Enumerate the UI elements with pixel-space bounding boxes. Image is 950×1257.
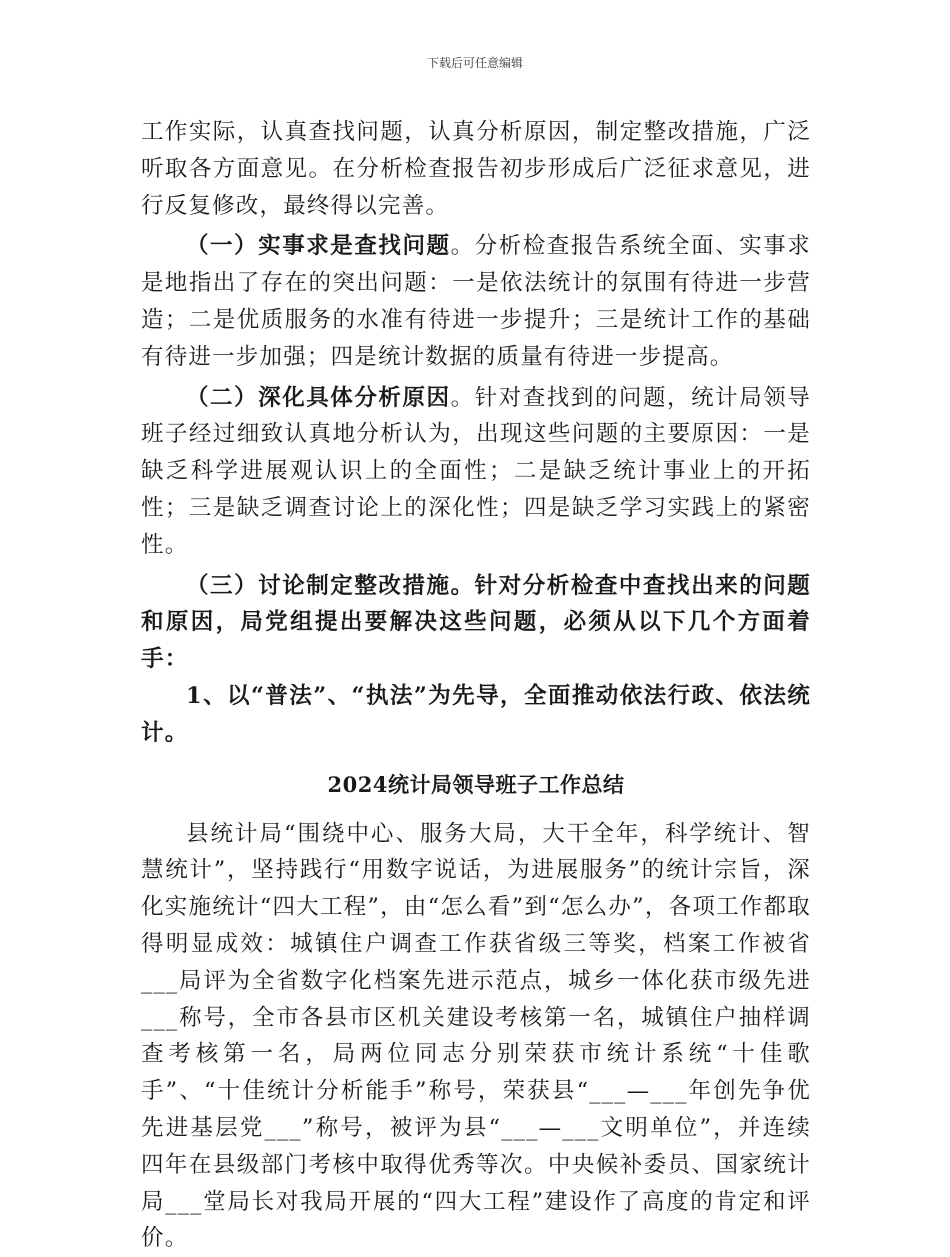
page-header-note: 下载后可任意编辑	[426, 56, 523, 70]
item-3-sub-1: 1、以“普法”、“执法”为先导，全面推动依法行政、依法统计。	[141, 682, 811, 746]
item-2-paragraph	[141, 380, 811, 564]
item-1-paragraph	[141, 228, 811, 375]
item-2-text: 。针对查找到的问题，统计局领导班子经过细致认真地分析认为，出现这些问题的主要原因：一是缺乏科学进展观认识上的全面性；二是缺乏统计事业上的开拓性；三是缺乏调查讨论上的深化性；四是缺乏学习实践上的紧密性。	[141, 384, 811, 558]
item-1-heading: （一）实事求是查找问题	[186, 233, 451, 260]
intro-paragraph: 工作实际，认真查找问题，认真分析原因，制定整改措施，广泛听取各方面意见。在分析检查报告初步形成后广泛征求意见，进行反复修改，最终得以完善。	[141, 119, 811, 219]
summary-paragraph: 县统计局“围绕中心、服务大局，大干全年，科学统计、智慧统计”，坚持践行“用数字说话，为进展服务”的统计宗旨，深化实施统计“四大工程”，由“怎么看”到“怎么办”，各项工作都取得明显成效：城镇住户调查工作获省级三等奖，档案工作被省___局评为全省数字化档案先进示范点，城乡一体化获市级先进___称号，全市各县市区机关建设考核第一名，城镇住户抽样调查考核第一名，局两位同志分别荣获市统计系统“十佳歌手”、“十佳统计分析能手”称号，荣获县“___—___年创先争优先进基层党___”称号，被评为县“___—___文明单位”，并连续四年在县级部门考核中取得优秀等次。中央候补委员、国家统计局___堂局长对我局开展的“四大工程”建设作了高度的肯定和评价。	[141, 820, 811, 1252]
item-3-paragraph: （三）讨论制定整改措施。针对分析检查中查找出来的问题和原因，局党组提出要解决这些问题，必须从以下几个方面着手：	[141, 572, 811, 673]
document-body	[141, 114, 811, 1257]
section-title: 2024统计局领导班子工作总结	[327, 771, 625, 797]
item-2-heading: （二）深化具体分析原因	[186, 384, 451, 411]
item-1-text: 。分析检查报告系统全面、实事求是地指出了存在的突出问题：一是依法统计的氛围有待进一步营造；二是优质服务的水准有待进一步提升；三是统计工作的基础有待进一步加强；四是统计数据的质量有待进一步提高。	[141, 233, 811, 370]
